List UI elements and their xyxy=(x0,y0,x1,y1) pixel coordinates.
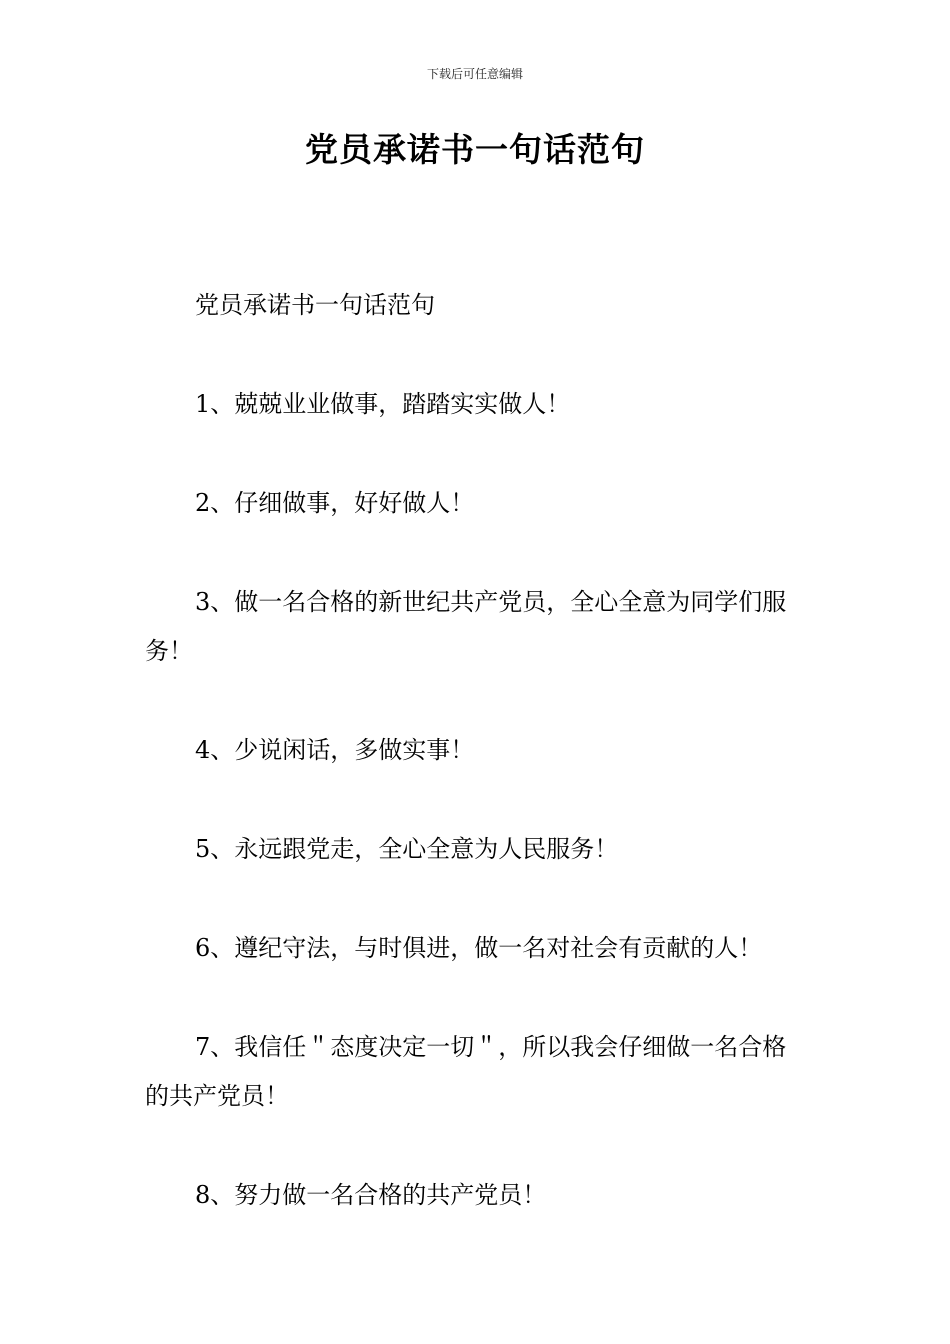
pledge-item-4: 4、少说闲话，多做实事！ xyxy=(195,736,475,764)
pledge-item-1: 1、兢兢业业做事，踏踏实实做人！ xyxy=(195,390,571,418)
document-title: 党员承诺书一句话范句 xyxy=(305,130,645,169)
document-body xyxy=(145,281,810,1270)
pledge-item-8: 8、努力做一名合格的共产党员！ xyxy=(195,1181,547,1209)
pledge-item-3: 3、做一名合格的新世纪共产党员，全心全意为同学们服务！ xyxy=(145,588,787,665)
pledge-item-7: 7、我信任＂态度决定一切＂，所以我会仔细做一名合格的共产党员！ xyxy=(145,1033,787,1110)
pledge-item-2: 2、仔细做事，好好做人！ xyxy=(195,489,475,517)
pledge-item-5: 5、永远跟党走，全心全意为人民服务！ xyxy=(195,835,619,863)
pledge-item-6: 6、遵纪守法，与时俱进，做一名对社会有贡献的人！ xyxy=(195,934,763,962)
header-note: 下载后可任意编辑 xyxy=(426,67,523,81)
document-subtitle: 党员承诺书一句话范句 xyxy=(195,291,435,319)
